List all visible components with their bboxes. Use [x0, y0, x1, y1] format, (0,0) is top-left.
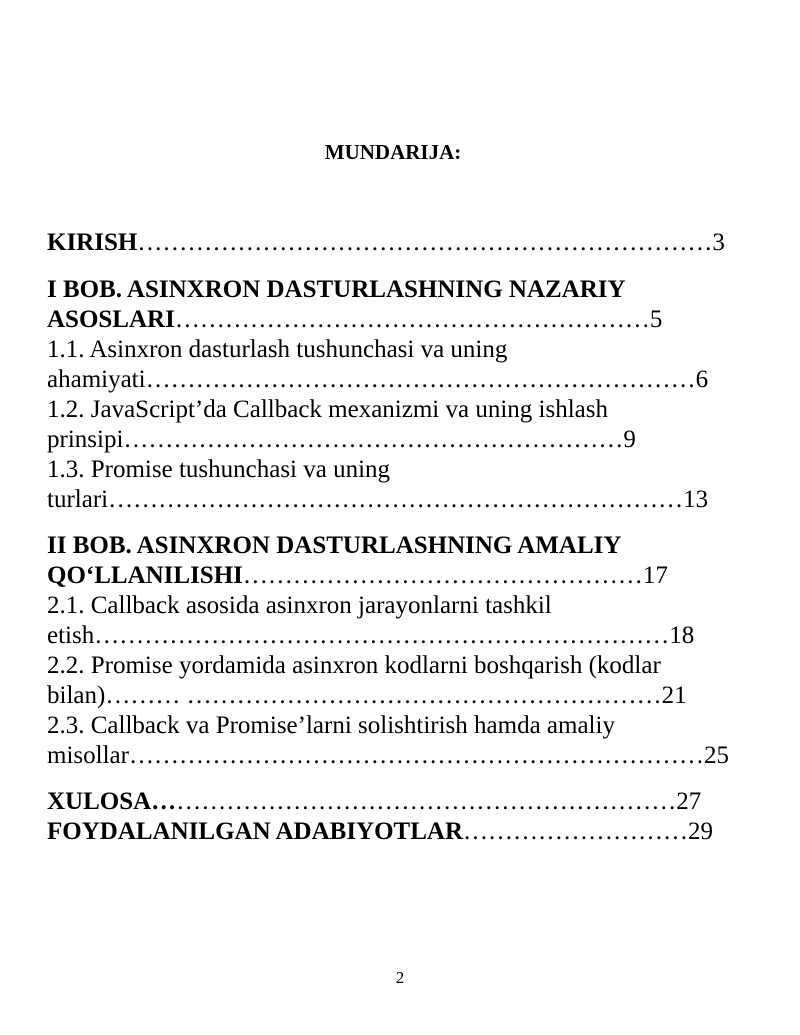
toc-page: 25 [703, 742, 729, 769]
toc-entry-kirish [47, 228, 747, 258]
toc-entry-1-2-line1: 1.2. JavaScript’da Callback mexanizmi va uning ishlash [47, 396, 608, 423]
toc-label: ahamiyati [47, 366, 146, 393]
toc-dots: ……… ………………………………………………… [105, 682, 662, 709]
toc-page: 21 [661, 682, 687, 709]
page-number: 2 [395, 968, 405, 987]
toc-page: 9 [623, 426, 636, 453]
toc-entry-2-2-line1: 2.2. Promise yordamida asinxron kodlarni boshqarish (kodlar [47, 652, 661, 679]
toc-dots: …………………………………………………………… [128, 742, 704, 769]
toc-page: 18 [669, 622, 695, 649]
toc-page: 6 [695, 366, 709, 393]
toc-entry-chapter-2-line2 [47, 561, 747, 591]
toc-entry-chapter-1-line2 [47, 305, 747, 335]
toc-entry-2-2-line2 [47, 681, 747, 711]
toc-dots: …………………………………………………………… [108, 486, 684, 513]
toc-label: turlari [47, 486, 109, 513]
toc-label: misollar [47, 742, 129, 769]
toc-entry-2-1-line1: 2.1. Callback asosida asinxron jarayonlarni tashkil [47, 592, 552, 619]
toc-dots: ………………………………………………… [174, 306, 650, 333]
toc-page: 27 [676, 788, 702, 815]
toc-page: 13 [683, 486, 709, 513]
toc-dots: …………………………………………………… [123, 426, 624, 453]
toc-entry-adabiyotlar [47, 817, 747, 847]
toc-page: 3 [712, 229, 725, 256]
toc-page: 17 [642, 562, 668, 589]
toc-label: etish [47, 622, 95, 649]
toc-entry-1-1-line1: 1.1. Asinxron dasturlash tushunchasi va uning [47, 336, 508, 363]
toc-entry-2-1-line2 [47, 621, 747, 651]
page-title: MUNDARIJA: [324, 140, 462, 164]
toc-entry-chapter-1-line1: I BOB. ASINXRON DASTURLASHNING NAZARIY [47, 276, 626, 303]
toc-label: FOYDALANILGAN ADABIYOTLAR [47, 818, 464, 845]
toc-dots: ………………………………………………………… [145, 366, 696, 393]
toc-entry-1-3-line1: 1.3. Promise tushunchasi va uning [47, 456, 391, 483]
toc-label: QO‘LLANILISHI [47, 562, 243, 589]
toc-entry-xulosa [47, 787, 747, 817]
toc-entry-2-3-line1: 2.3. Callback va Promise’larni solishtirish hamda amaliy [47, 712, 615, 739]
toc-entry-1-2-line2 [47, 425, 747, 455]
toc-dots: ………………………………………… [242, 562, 643, 589]
toc-page: 29 [688, 818, 714, 845]
toc-entry-1-3-line2 [47, 485, 747, 515]
toc-entry-1-1-line2 [47, 365, 747, 395]
toc-label: ASOSLARI [47, 306, 175, 333]
toc-entry-2-3-line2 [47, 741, 747, 771]
toc-dots: …………………………………………………… [176, 788, 677, 815]
toc-dots: …………………………………………………………… [137, 229, 713, 256]
toc-dots: ……………………… [463, 818, 689, 845]
toc-label: bilan) [47, 682, 106, 709]
toc-page: 5 [649, 306, 663, 333]
toc-label: XULOSA… [47, 788, 177, 815]
toc-dots: …………………………………………………………… [94, 622, 670, 649]
toc-label: prinsipi [47, 426, 124, 453]
toc-entry-chapter-2-line1: II BOB. ASINXRON DASTURLASHNING AMALIY [47, 532, 622, 559]
table-of-contents [47, 228, 747, 847]
toc-label: KIRISH [47, 229, 138, 256]
